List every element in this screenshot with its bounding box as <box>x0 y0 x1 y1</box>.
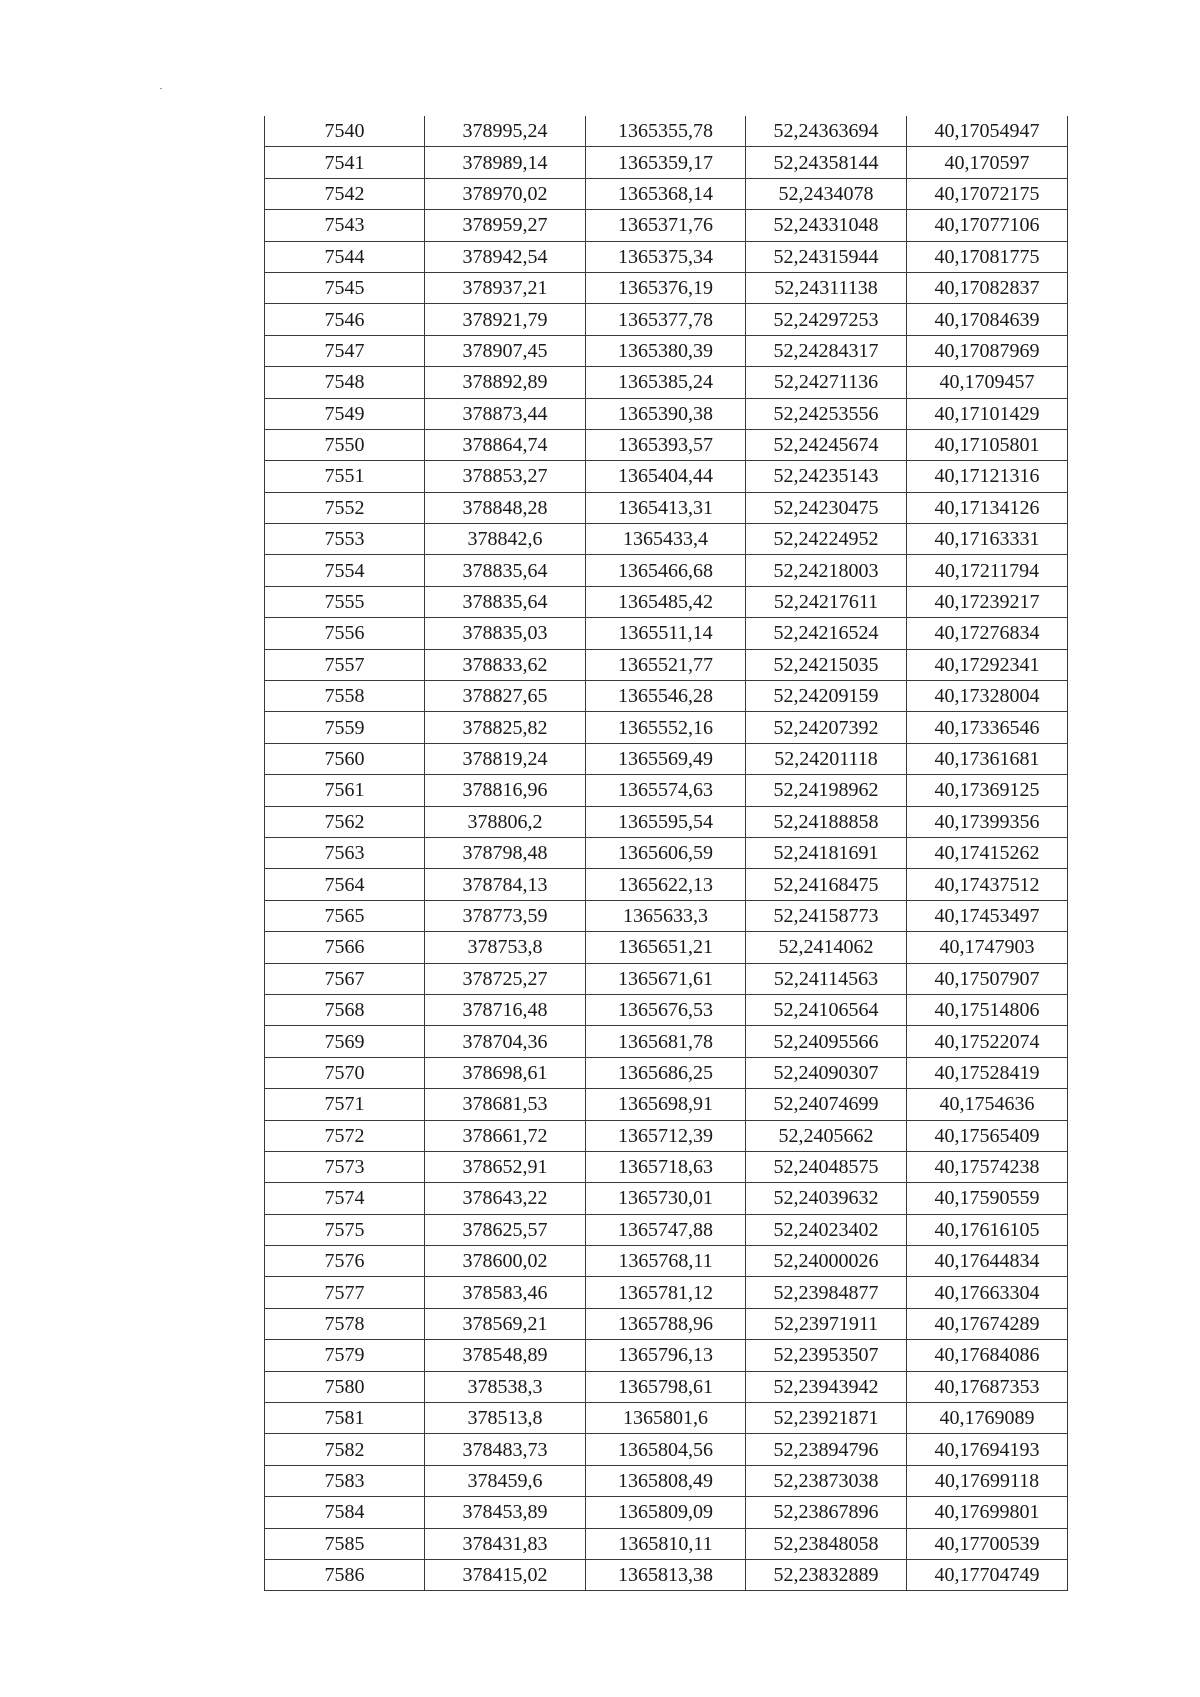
y-coordinate-cell: 1365768,11 <box>586 1246 746 1277</box>
longitude-cell: 40,1709457 <box>907 367 1068 398</box>
x-coordinate-cell: 378848,28 <box>425 492 586 523</box>
latitude-cell: 52,24023402 <box>746 1214 907 1245</box>
y-coordinate-cell: 1365376,19 <box>586 272 746 303</box>
y-coordinate-cell: 1365377,78 <box>586 304 746 335</box>
table-row <box>265 210 1068 241</box>
point-number-cell: 7549 <box>265 398 425 429</box>
longitude-cell: 40,17699801 <box>907 1497 1068 1528</box>
latitude-cell: 52,24188858 <box>746 806 907 837</box>
x-coordinate-cell: 378819,24 <box>425 743 586 774</box>
coordinates-table <box>264 116 1068 1591</box>
table-row <box>265 1559 1068 1590</box>
y-coordinate-cell: 1365511,14 <box>586 618 746 649</box>
point-number-cell: 7540 <box>265 116 425 147</box>
table-row <box>265 806 1068 837</box>
x-coordinate-cell: 378784,13 <box>425 869 586 900</box>
longitude-cell: 40,17082837 <box>907 272 1068 303</box>
latitude-cell: 52,24363694 <box>746 116 907 147</box>
latitude-cell: 52,24358144 <box>746 147 907 178</box>
latitude-cell: 52,24315944 <box>746 241 907 272</box>
x-coordinate-cell: 378453,89 <box>425 1497 586 1528</box>
latitude-cell: 52,24039632 <box>746 1183 907 1214</box>
longitude-cell: 40,17328004 <box>907 681 1068 712</box>
y-coordinate-cell: 1365413,31 <box>586 492 746 523</box>
y-coordinate-cell: 1365681,78 <box>586 1026 746 1057</box>
table-row <box>265 1308 1068 1339</box>
y-coordinate-cell: 1365552,16 <box>586 712 746 743</box>
latitude-cell: 52,24331048 <box>746 210 907 241</box>
table-row <box>265 1497 1068 1528</box>
longitude-cell: 40,1747903 <box>907 932 1068 963</box>
point-number-cell: 7567 <box>265 963 425 994</box>
table-row <box>265 681 1068 712</box>
table-row <box>265 837 1068 868</box>
latitude-cell: 52,23873038 <box>746 1465 907 1496</box>
longitude-cell: 40,17453497 <box>907 900 1068 931</box>
y-coordinate-cell: 1365574,63 <box>586 775 746 806</box>
table-row <box>265 1151 1068 1182</box>
table-row <box>265 994 1068 1025</box>
x-coordinate-cell: 378798,48 <box>425 837 586 868</box>
y-coordinate-cell: 1365485,42 <box>586 586 746 617</box>
x-coordinate-cell: 378681,53 <box>425 1089 586 1120</box>
latitude-cell: 52,23971911 <box>746 1308 907 1339</box>
longitude-cell: 40,17211794 <box>907 555 1068 586</box>
x-coordinate-cell: 378827,65 <box>425 681 586 712</box>
x-coordinate-cell: 378835,64 <box>425 555 586 586</box>
latitude-cell: 52,2405662 <box>746 1120 907 1151</box>
longitude-cell: 40,17121316 <box>907 461 1068 492</box>
table-row <box>265 178 1068 209</box>
table-row <box>265 1371 1068 1402</box>
x-coordinate-cell: 378704,36 <box>425 1026 586 1057</box>
x-coordinate-cell: 378583,46 <box>425 1277 586 1308</box>
table-row <box>265 1214 1068 1245</box>
latitude-cell: 52,24253556 <box>746 398 907 429</box>
y-coordinate-cell: 1365521,77 <box>586 649 746 680</box>
latitude-cell: 52,23943942 <box>746 1371 907 1402</box>
point-number-cell: 7571 <box>265 1089 425 1120</box>
table-row <box>265 1465 1068 1496</box>
longitude-cell: 40,170597 <box>907 147 1068 178</box>
latitude-cell: 52,2434078 <box>746 178 907 209</box>
x-coordinate-cell: 378806,2 <box>425 806 586 837</box>
y-coordinate-cell: 1365404,44 <box>586 461 746 492</box>
y-coordinate-cell: 1365671,61 <box>586 963 746 994</box>
table-row <box>265 461 1068 492</box>
table-row <box>265 586 1068 617</box>
latitude-cell: 52,24218003 <box>746 555 907 586</box>
table-row <box>265 304 1068 335</box>
x-coordinate-cell: 378753,8 <box>425 932 586 963</box>
longitude-cell: 40,17674289 <box>907 1308 1068 1339</box>
table-row <box>265 147 1068 178</box>
y-coordinate-cell: 1365781,12 <box>586 1277 746 1308</box>
x-coordinate-cell: 378907,45 <box>425 335 586 366</box>
x-coordinate-cell: 378864,74 <box>425 429 586 460</box>
point-number-cell: 7576 <box>265 1246 425 1277</box>
x-coordinate-cell: 378569,21 <box>425 1308 586 1339</box>
longitude-cell: 40,17101429 <box>907 398 1068 429</box>
latitude-cell: 52,24074699 <box>746 1089 907 1120</box>
table-row <box>265 1277 1068 1308</box>
point-number-cell: 7542 <box>265 178 425 209</box>
point-number-cell: 7570 <box>265 1057 425 1088</box>
point-number-cell: 7569 <box>265 1026 425 1057</box>
longitude-cell: 40,17054947 <box>907 116 1068 147</box>
x-coordinate-cell: 378600,02 <box>425 1246 586 1277</box>
y-coordinate-cell: 1365804,56 <box>586 1434 746 1465</box>
latitude-cell: 52,24207392 <box>746 712 907 743</box>
y-coordinate-cell: 1365686,25 <box>586 1057 746 1088</box>
point-number-cell: 7572 <box>265 1120 425 1151</box>
longitude-cell: 40,17415262 <box>907 837 1068 868</box>
point-number-cell: 7563 <box>265 837 425 868</box>
point-number-cell: 7575 <box>265 1214 425 1245</box>
longitude-cell: 40,17437512 <box>907 869 1068 900</box>
x-coordinate-cell: 378942,54 <box>425 241 586 272</box>
longitude-cell: 40,17663304 <box>907 1277 1068 1308</box>
latitude-cell: 52,24090307 <box>746 1057 907 1088</box>
longitude-cell: 40,17292341 <box>907 649 1068 680</box>
table-row <box>265 429 1068 460</box>
longitude-cell: 40,17684086 <box>907 1340 1068 1371</box>
x-coordinate-cell: 378625,57 <box>425 1214 586 1245</box>
point-number-cell: 7562 <box>265 806 425 837</box>
y-coordinate-cell: 1365788,96 <box>586 1308 746 1339</box>
longitude-cell: 40,17590559 <box>907 1183 1068 1214</box>
point-number-cell: 7561 <box>265 775 425 806</box>
y-coordinate-cell: 1365718,63 <box>586 1151 746 1182</box>
longitude-cell: 40,1754636 <box>907 1089 1068 1120</box>
latitude-cell: 52,24201118 <box>746 743 907 774</box>
longitude-cell: 40,17087969 <box>907 335 1068 366</box>
table-row <box>265 116 1068 147</box>
point-number-cell: 7560 <box>265 743 425 774</box>
table-row <box>265 1089 1068 1120</box>
x-coordinate-cell: 378431,83 <box>425 1528 586 1559</box>
y-coordinate-cell: 1365813,38 <box>586 1559 746 1590</box>
table-row <box>265 335 1068 366</box>
point-number-cell: 7579 <box>265 1340 425 1371</box>
latitude-cell: 52,23867896 <box>746 1497 907 1528</box>
longitude-cell: 40,17574238 <box>907 1151 1068 1182</box>
point-number-cell: 7548 <box>265 367 425 398</box>
x-coordinate-cell: 378773,59 <box>425 900 586 931</box>
x-coordinate-cell: 378835,64 <box>425 586 586 617</box>
table-row <box>265 241 1068 272</box>
x-coordinate-cell: 378483,73 <box>425 1434 586 1465</box>
y-coordinate-cell: 1365546,28 <box>586 681 746 712</box>
longitude-cell: 40,17081775 <box>907 241 1068 272</box>
x-coordinate-cell: 378716,48 <box>425 994 586 1025</box>
longitude-cell: 40,17528419 <box>907 1057 1068 1088</box>
y-coordinate-cell: 1365368,14 <box>586 178 746 209</box>
latitude-cell: 52,24224952 <box>746 524 907 555</box>
longitude-cell: 40,17399356 <box>907 806 1068 837</box>
point-number-cell: 7541 <box>265 147 425 178</box>
x-coordinate-cell: 378833,62 <box>425 649 586 680</box>
point-number-cell: 7553 <box>265 524 425 555</box>
longitude-cell: 40,17704749 <box>907 1559 1068 1590</box>
x-coordinate-cell: 378989,14 <box>425 147 586 178</box>
point-number-cell: 7550 <box>265 429 425 460</box>
y-coordinate-cell: 1365355,78 <box>586 116 746 147</box>
point-number-cell: 7546 <box>265 304 425 335</box>
table-row <box>265 618 1068 649</box>
y-coordinate-cell: 1365385,24 <box>586 367 746 398</box>
coordinates-table-body <box>265 116 1068 1591</box>
x-coordinate-cell: 378835,03 <box>425 618 586 649</box>
point-number-cell: 7543 <box>265 210 425 241</box>
longitude-cell: 40,17361681 <box>907 743 1068 774</box>
point-number-cell: 7557 <box>265 649 425 680</box>
y-coordinate-cell: 1365808,49 <box>586 1465 746 1496</box>
y-coordinate-cell: 1365712,39 <box>586 1120 746 1151</box>
x-coordinate-cell: 378415,02 <box>425 1559 586 1590</box>
latitude-cell: 52,24198962 <box>746 775 907 806</box>
y-coordinate-cell: 1365393,57 <box>586 429 746 460</box>
point-number-cell: 7584 <box>265 1497 425 1528</box>
table-row <box>265 963 1068 994</box>
latitude-cell: 52,23921871 <box>746 1403 907 1434</box>
latitude-cell: 52,24095566 <box>746 1026 907 1057</box>
point-number-cell: 7582 <box>265 1434 425 1465</box>
point-number-cell: 7574 <box>265 1183 425 1214</box>
table-row <box>265 775 1068 806</box>
point-number-cell: 7552 <box>265 492 425 523</box>
x-coordinate-cell: 378725,27 <box>425 963 586 994</box>
point-number-cell: 7578 <box>265 1308 425 1339</box>
longitude-cell: 40,17163331 <box>907 524 1068 555</box>
longitude-cell: 40,17507907 <box>907 963 1068 994</box>
x-coordinate-cell: 378661,72 <box>425 1120 586 1151</box>
y-coordinate-cell: 1365466,68 <box>586 555 746 586</box>
x-coordinate-cell: 378825,82 <box>425 712 586 743</box>
y-coordinate-cell: 1365359,17 <box>586 147 746 178</box>
longitude-cell: 40,17522074 <box>907 1026 1068 1057</box>
x-coordinate-cell: 378513,8 <box>425 1403 586 1434</box>
latitude-cell: 52,24271136 <box>746 367 907 398</box>
longitude-cell: 40,17565409 <box>907 1120 1068 1151</box>
latitude-cell: 52,23832889 <box>746 1559 907 1590</box>
latitude-cell: 52,24245674 <box>746 429 907 460</box>
latitude-cell: 52,24217611 <box>746 586 907 617</box>
latitude-cell: 52,24311138 <box>746 272 907 303</box>
point-number-cell: 7556 <box>265 618 425 649</box>
x-coordinate-cell: 378892,89 <box>425 367 586 398</box>
y-coordinate-cell: 1365633,3 <box>586 900 746 931</box>
x-coordinate-cell: 378970,02 <box>425 178 586 209</box>
table-row <box>265 1528 1068 1559</box>
table-row <box>265 1057 1068 1088</box>
y-coordinate-cell: 1365371,76 <box>586 210 746 241</box>
y-coordinate-cell: 1365380,39 <box>586 335 746 366</box>
longitude-cell: 40,1769089 <box>907 1403 1068 1434</box>
x-coordinate-cell: 378873,44 <box>425 398 586 429</box>
latitude-cell: 52,24284317 <box>746 335 907 366</box>
y-coordinate-cell: 1365375,34 <box>586 241 746 272</box>
latitude-cell: 52,23848058 <box>746 1528 907 1559</box>
scan-speck <box>160 88 162 89</box>
latitude-cell: 52,24215035 <box>746 649 907 680</box>
latitude-cell: 52,24048575 <box>746 1151 907 1182</box>
table-row <box>265 492 1068 523</box>
point-number-cell: 7566 <box>265 932 425 963</box>
point-number-cell: 7551 <box>265 461 425 492</box>
latitude-cell: 52,24114563 <box>746 963 907 994</box>
longitude-cell: 40,17514806 <box>907 994 1068 1025</box>
y-coordinate-cell: 1365801,6 <box>586 1403 746 1434</box>
table-row <box>265 932 1068 963</box>
y-coordinate-cell: 1365606,59 <box>586 837 746 868</box>
longitude-cell: 40,17694193 <box>907 1434 1068 1465</box>
point-number-cell: 7545 <box>265 272 425 303</box>
longitude-cell: 40,17369125 <box>907 775 1068 806</box>
latitude-cell: 52,23953507 <box>746 1340 907 1371</box>
point-number-cell: 7555 <box>265 586 425 617</box>
longitude-cell: 40,17105801 <box>907 429 1068 460</box>
table-row <box>265 869 1068 900</box>
point-number-cell: 7573 <box>265 1151 425 1182</box>
latitude-cell: 52,23984877 <box>746 1277 907 1308</box>
table-row <box>265 1183 1068 1214</box>
longitude-cell: 40,17616105 <box>907 1214 1068 1245</box>
point-number-cell: 7558 <box>265 681 425 712</box>
x-coordinate-cell: 378959,27 <box>425 210 586 241</box>
x-coordinate-cell: 378853,27 <box>425 461 586 492</box>
point-number-cell: 7577 <box>265 1277 425 1308</box>
longitude-cell: 40,17084639 <box>907 304 1068 335</box>
x-coordinate-cell: 378643,22 <box>425 1183 586 1214</box>
y-coordinate-cell: 1365809,09 <box>586 1497 746 1528</box>
point-number-cell: 7554 <box>265 555 425 586</box>
longitude-cell: 40,17239217 <box>907 586 1068 617</box>
longitude-cell: 40,17077106 <box>907 210 1068 241</box>
table-row <box>265 900 1068 931</box>
latitude-cell: 52,24297253 <box>746 304 907 335</box>
point-number-cell: 7585 <box>265 1528 425 1559</box>
y-coordinate-cell: 1365622,13 <box>586 869 746 900</box>
x-coordinate-cell: 378816,96 <box>425 775 586 806</box>
y-coordinate-cell: 1365390,38 <box>586 398 746 429</box>
longitude-cell: 40,17687353 <box>907 1371 1068 1402</box>
table-row <box>265 1120 1068 1151</box>
latitude-cell: 52,24181691 <box>746 837 907 868</box>
table-row <box>265 649 1068 680</box>
x-coordinate-cell: 378937,21 <box>425 272 586 303</box>
x-coordinate-cell: 378459,6 <box>425 1465 586 1496</box>
point-number-cell: 7583 <box>265 1465 425 1496</box>
y-coordinate-cell: 1365798,61 <box>586 1371 746 1402</box>
table-row <box>265 524 1068 555</box>
latitude-cell: 52,24216524 <box>746 618 907 649</box>
table-row <box>265 712 1068 743</box>
latitude-cell: 52,24235143 <box>746 461 907 492</box>
table-row <box>265 1026 1068 1057</box>
longitude-cell: 40,17700539 <box>907 1528 1068 1559</box>
table-row <box>265 367 1068 398</box>
latitude-cell: 52,23894796 <box>746 1434 907 1465</box>
table-row <box>265 743 1068 774</box>
latitude-cell: 52,24106564 <box>746 994 907 1025</box>
point-number-cell: 7544 <box>265 241 425 272</box>
longitude-cell: 40,17072175 <box>907 178 1068 209</box>
latitude-cell: 52,24000026 <box>746 1246 907 1277</box>
y-coordinate-cell: 1365747,88 <box>586 1214 746 1245</box>
table-row <box>265 1403 1068 1434</box>
x-coordinate-cell: 378652,91 <box>425 1151 586 1182</box>
x-coordinate-cell: 378921,79 <box>425 304 586 335</box>
latitude-cell: 52,24158773 <box>746 900 907 931</box>
point-number-cell: 7568 <box>265 994 425 1025</box>
y-coordinate-cell: 1365433,4 <box>586 524 746 555</box>
y-coordinate-cell: 1365698,91 <box>586 1089 746 1120</box>
point-number-cell: 7565 <box>265 900 425 931</box>
y-coordinate-cell: 1365810,11 <box>586 1528 746 1559</box>
table-row <box>265 1434 1068 1465</box>
point-number-cell: 7581 <box>265 1403 425 1434</box>
longitude-cell: 40,17699118 <box>907 1465 1068 1496</box>
longitude-cell: 40,17134126 <box>907 492 1068 523</box>
table-row <box>265 272 1068 303</box>
point-number-cell: 7559 <box>265 712 425 743</box>
latitude-cell: 52,24209159 <box>746 681 907 712</box>
x-coordinate-cell: 378548,89 <box>425 1340 586 1371</box>
latitude-cell: 52,24230475 <box>746 492 907 523</box>
y-coordinate-cell: 1365676,53 <box>586 994 746 1025</box>
table-row <box>265 1246 1068 1277</box>
point-number-cell: 7547 <box>265 335 425 366</box>
table-row <box>265 398 1068 429</box>
y-coordinate-cell: 1365595,54 <box>586 806 746 837</box>
latitude-cell: 52,24168475 <box>746 869 907 900</box>
point-number-cell: 7586 <box>265 1559 425 1590</box>
x-coordinate-cell: 378842,6 <box>425 524 586 555</box>
y-coordinate-cell: 1365730,01 <box>586 1183 746 1214</box>
longitude-cell: 40,17276834 <box>907 618 1068 649</box>
y-coordinate-cell: 1365569,49 <box>586 743 746 774</box>
longitude-cell: 40,17644834 <box>907 1246 1068 1277</box>
point-number-cell: 7580 <box>265 1371 425 1402</box>
y-coordinate-cell: 1365796,13 <box>586 1340 746 1371</box>
x-coordinate-cell: 378538,3 <box>425 1371 586 1402</box>
x-coordinate-cell: 378698,61 <box>425 1057 586 1088</box>
y-coordinate-cell: 1365651,21 <box>586 932 746 963</box>
latitude-cell: 52,2414062 <box>746 932 907 963</box>
table-row <box>265 1340 1068 1371</box>
point-number-cell: 7564 <box>265 869 425 900</box>
table-row <box>265 555 1068 586</box>
longitude-cell: 40,17336546 <box>907 712 1068 743</box>
x-coordinate-cell: 378995,24 <box>425 116 586 147</box>
